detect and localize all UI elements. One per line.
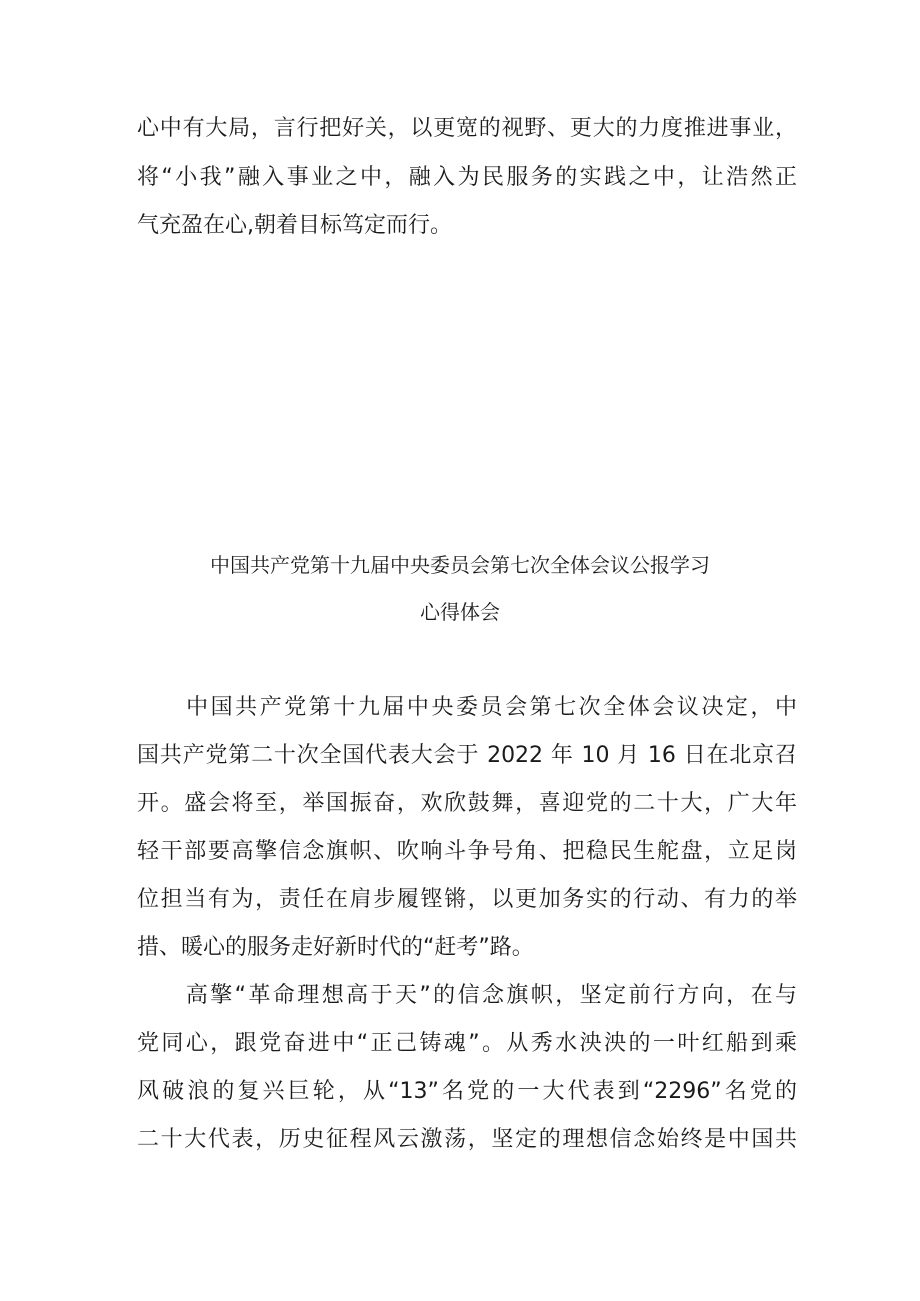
paragraph-line: 国共产党第二十次全国代表大会于 2022 年 10 月 16 日在北京召	[137, 743, 797, 768]
paragraph-line: 心中有大局，言行把好关，以更宽的视野、更大的力度推进事业，	[137, 116, 797, 141]
paragraph-line: 开。盛会将至，举国振奋，欢欣鼓舞，喜迎党的二十大，广大年	[137, 791, 797, 816]
paragraph-line: 党同心，跟党奋进中“正己铸魂”。从秀水泱泱的一叶红船到乘	[137, 1031, 797, 1056]
paragraph-line: 轻干部要高擎信念旗帜、吹响斗争号角、把稳民生舵盘，立足岗	[137, 839, 797, 864]
paragraph-line: 二十大代表，历史征程风云激荡，坚定的理想信念始终是中国共	[137, 1127, 797, 1152]
paragraph-line: 措、暖心的服务走好新时代的“赶考”路。	[137, 935, 534, 960]
paragraph-line: 气充盈在心,朝着目标笃定而行。	[137, 213, 452, 238]
paragraph-line: 将“小我”融入事业之中，融入为民服务的实践之中，让浩然正	[137, 165, 797, 190]
title-line-1: 中国共产党第十九届中央委员会第七次全体会议公报学习	[210, 553, 710, 577]
paragraph-line: 位担当有为，责任在肩步履铿锵，以更加务实的行动、有力的举	[137, 887, 797, 912]
paragraph-line: 风破浪的复兴巨轮，从“13”名党的一大代表到“2296”名党的	[137, 1079, 797, 1104]
paragraph-line: 高擎“革命理想高于天”的信念旗帜，坚定前行方向，在与	[137, 983, 797, 1008]
paragraph-line: 中国共产党第十九届中央委员会第七次全体会议决定，中	[137, 695, 797, 720]
title-line-2: 心得体会	[420, 600, 500, 624]
